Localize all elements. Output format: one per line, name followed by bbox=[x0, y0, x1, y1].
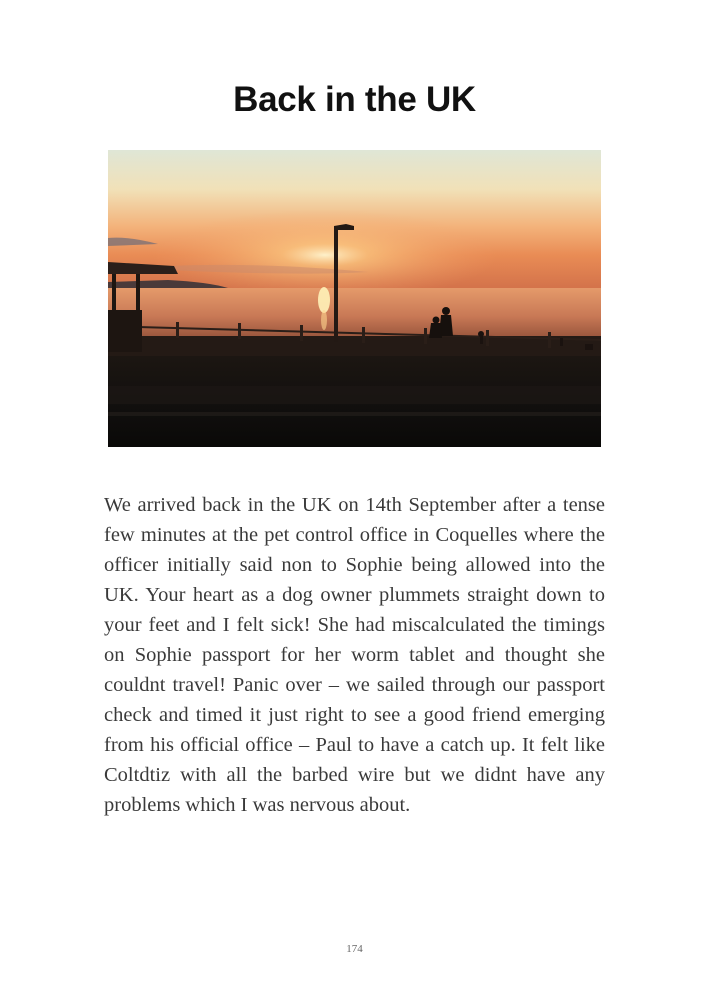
sunset-illustration bbox=[108, 150, 601, 447]
sunset-seafront-photo bbox=[108, 150, 601, 447]
page-number: 174 bbox=[346, 943, 363, 955]
page-title: Back in the UK bbox=[233, 80, 476, 119]
body-paragraph: We arrived back in the UK on 14th September after a tense few minutes at the pet control office in Coquelles where the officer initially said non to Sophie being allowed into the UK. Your heart as a dog owner plummets straight down to your feet and I felt sick! She had miscalculated the timings on Sophie passport for her worm tablet and thought she couldnt travel! Panic over – we sailed through our passport check and timed it just right to see a good friend emerging from his official office – Paul to have a catch up. It felt like Coltdtiz with all the barbed wire but we didnt have any problems which I was nervous about. bbox=[104, 494, 605, 816]
